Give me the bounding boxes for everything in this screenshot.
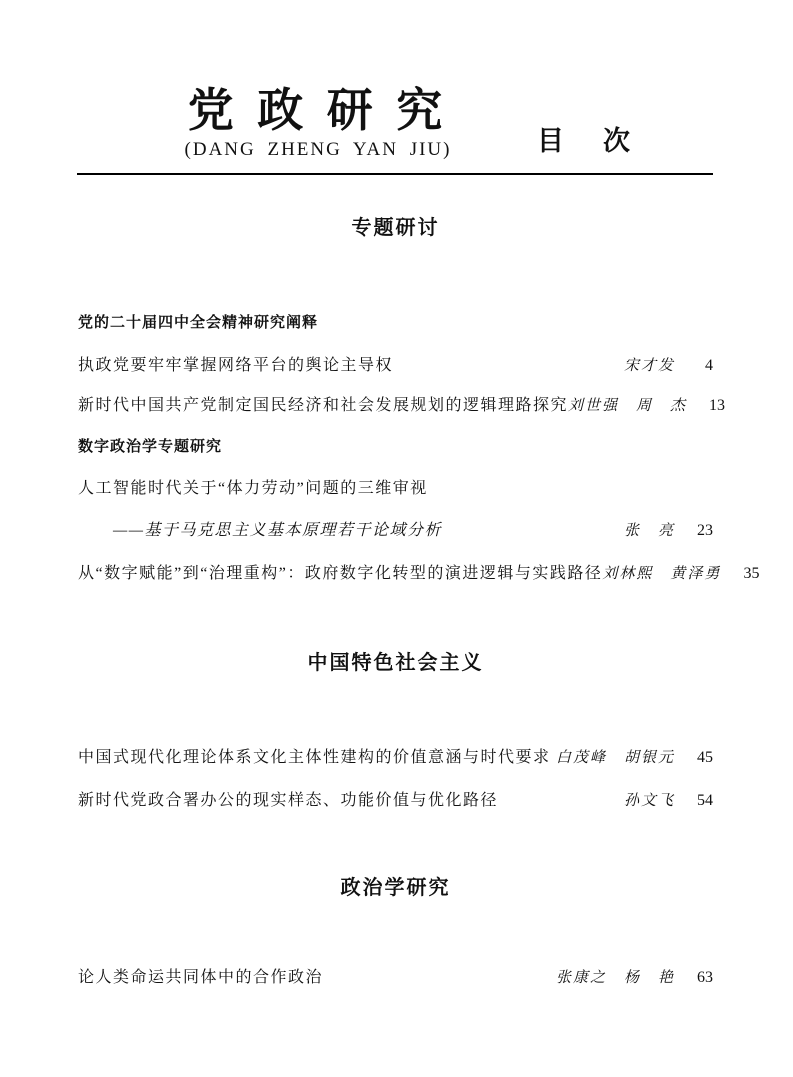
masthead (78, 86, 558, 161)
toc-entry-page: 23 (697, 522, 713, 539)
toc-entry (78, 396, 726, 416)
toc-entry-title: 执政党要牢牢掌握网络平台的舆论主导权 (78, 357, 394, 374)
toc-entry-authors: 张 亮 (623, 523, 675, 539)
toc-entry-authors: 刘林熙 黄泽勇 (602, 566, 722, 582)
toc-entry (78, 564, 760, 584)
toc-entry-title: 新时代中国共产党制定国民经济和社会发展规划的逻辑理路探究 (78, 397, 569, 414)
journal-title-pinyin: (DANG ZHENG YAN JIU) (184, 138, 452, 160)
toc-entry-page: 4 (705, 357, 713, 374)
toc-entry-page: 54 (697, 792, 713, 809)
section-heading-special-topics: 专题研讨 (351, 217, 440, 239)
toc-entry-title: 论人类命运共同体中的合作政治 (78, 969, 324, 986)
toc-entry (78, 748, 713, 768)
section-heading-political-science: 政治学研究 (340, 877, 451, 899)
toc-entry-page: 45 (697, 749, 713, 766)
toc-entry-title: 新时代党政合署办公的现实样态、功能价值与优化路径 (78, 792, 499, 809)
toc-entry-authors: 白茂峰 胡银元 (555, 750, 675, 766)
toc-entry-authors: 刘世强 周 杰 (568, 398, 688, 414)
toc-entry-page: 13 (709, 397, 726, 414)
toc-entry-authors: 张康之 杨 艳 (555, 970, 675, 986)
toc-entry (78, 479, 713, 499)
section-heading-socialism: 中国特色社会主义 (307, 652, 484, 674)
journal-title: 党 政 研 究 (187, 85, 449, 136)
toc-entry-page: 35 (743, 565, 760, 582)
table-of-contents (78, 173, 760, 988)
toc-entry-subtitle: ——基于马克思主义基本原理若干论域分析 (113, 522, 442, 539)
toc-entry-subtitle-row (78, 521, 713, 541)
toc-entry-authors: 孙文飞 (623, 793, 675, 809)
toc-entry-title: 中国式现代化理论体系文化主体性建构的价值意涵与时代要求 (78, 749, 551, 766)
toc-entry (78, 791, 713, 811)
contents-label: 目 次 (537, 126, 636, 156)
group-label-plenary-spirit: 党的二十届四中全会精神研究阐释 (78, 314, 319, 331)
toc-entry (78, 968, 713, 988)
toc-entry-title: 人工智能时代关于“体力劳动”问题的三维审视 (78, 480, 428, 497)
toc-entry-page: 63 (697, 969, 713, 986)
group-label-digital-politics: 数字政治学专题研究 (78, 438, 223, 455)
toc-entry (78, 356, 713, 376)
toc-entry-title: 从“数字赋能”到“治理重构”：政府数字化转型的演进逻辑与实践路径 (78, 565, 603, 582)
toc-entry-authors: 宋才发 (623, 358, 675, 374)
